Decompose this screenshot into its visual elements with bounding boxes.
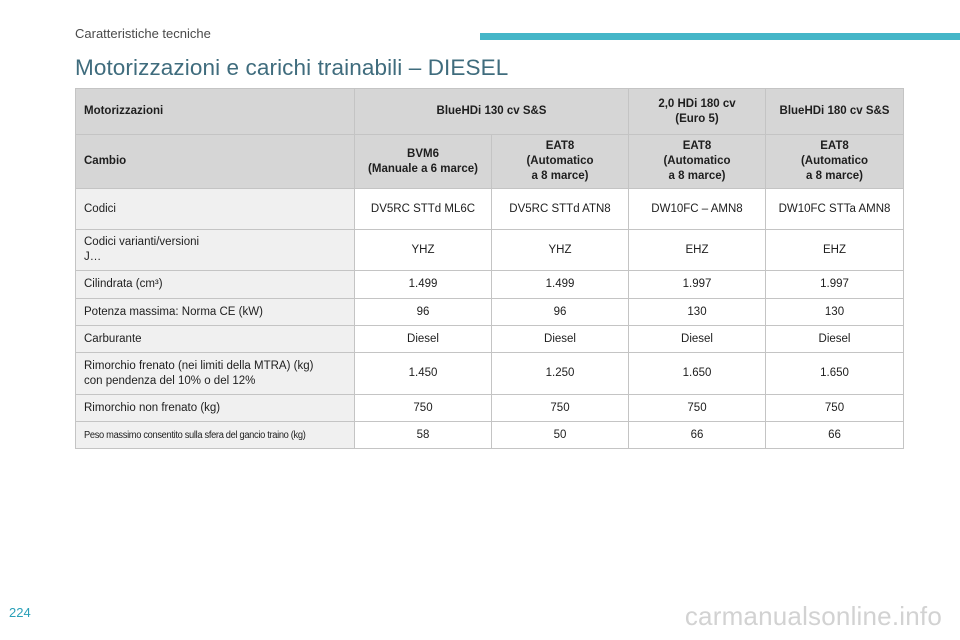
- table-cell: YHZ: [492, 230, 629, 271]
- row-label: Motorizzazioni: [76, 89, 355, 135]
- section-label: Caratteristiche tecniche: [75, 26, 211, 41]
- table-row: [76, 89, 904, 135]
- table-cell: 66: [766, 422, 904, 449]
- specs-table: [75, 88, 904, 449]
- table-cell: 130: [766, 299, 904, 326]
- table-cell: 1.997: [766, 271, 904, 299]
- table-cell: 750: [629, 395, 766, 422]
- table-cell: 750: [766, 395, 904, 422]
- table-cell: DW10FC – AMN8: [629, 189, 766, 230]
- table-cell: 66: [629, 422, 766, 449]
- row-label: Codici varianti/versioni J…: [76, 230, 355, 271]
- page-title: Motorizzazioni e carichi trainabili – DIESEL: [75, 55, 509, 80]
- table-cell: DW10FC STTa AMN8: [766, 189, 904, 230]
- table-cell: DV5RC STTd ML6C: [355, 189, 492, 230]
- table-cell: 1.650: [766, 353, 904, 395]
- watermark: carmanualsonline.info: [684, 601, 942, 631]
- table-cell: Diesel: [629, 326, 766, 353]
- row-label: Peso massimo consentito sulla sfera del gancio traino (kg): [84, 429, 306, 441]
- table-cell: 96: [355, 299, 492, 326]
- table-cell: 1.499: [492, 271, 629, 299]
- table-cell: DV5RC STTd ATN8: [492, 189, 629, 230]
- table-cell: 1.650: [629, 353, 766, 395]
- table-row: [76, 189, 904, 230]
- table-cell: Diesel: [355, 326, 492, 353]
- section-accent-bar: [480, 33, 960, 40]
- table-row: [76, 395, 904, 422]
- table-cell: Diesel: [766, 326, 904, 353]
- table-cell: 58: [355, 422, 492, 449]
- table-cell: 130: [629, 299, 766, 326]
- table-cell: BlueHDi 130 cv S&S: [355, 89, 629, 135]
- table-row: [76, 230, 904, 271]
- table-cell: 1.450: [355, 353, 492, 395]
- table-cell: EHZ: [629, 230, 766, 271]
- row-label: Rimorchio frenato (nei limiti della MTRA) (kg) con pendenza del 10% o del 12%: [76, 353, 355, 395]
- table-cell: 1.250: [492, 353, 629, 395]
- table-row: [76, 135, 904, 189]
- row-label: Potenza massima: Norma CE (kW): [76, 299, 355, 326]
- page-number: 224: [9, 605, 31, 620]
- table-cell: 1.997: [629, 271, 766, 299]
- table-row: [76, 422, 904, 449]
- table-cell: 1.499: [355, 271, 492, 299]
- table-cell: 750: [355, 395, 492, 422]
- table-cell: Diesel: [492, 326, 629, 353]
- row-label-cell: [76, 422, 355, 449]
- table-cell: YHZ: [355, 230, 492, 271]
- table-cell: EAT8 (Automatico a 8 marce): [492, 135, 629, 189]
- table-cell: BVM6 (Manuale a 6 marce): [355, 135, 492, 189]
- table-cell: EAT8 (Automatico a 8 marce): [629, 135, 766, 189]
- table-cell: BlueHDi 180 cv S&S: [766, 89, 904, 135]
- row-label: Cambio: [76, 135, 355, 189]
- table-row: [76, 299, 904, 326]
- table-cell: EAT8 (Automatico a 8 marce): [766, 135, 904, 189]
- table-cell: 750: [492, 395, 629, 422]
- table-cell: 96: [492, 299, 629, 326]
- table-cell: 50: [492, 422, 629, 449]
- table-row: [76, 326, 904, 353]
- table-cell: 2,0 HDi 180 cv (Euro 5): [629, 89, 766, 135]
- table-row: [76, 353, 904, 395]
- row-label: Carburante: [76, 326, 355, 353]
- table-cell: EHZ: [766, 230, 904, 271]
- table-row: [76, 271, 904, 299]
- row-label: Codici: [76, 189, 355, 230]
- row-label: Cilindrata (cm³): [76, 271, 355, 299]
- row-label: Rimorchio non frenato (kg): [76, 395, 355, 422]
